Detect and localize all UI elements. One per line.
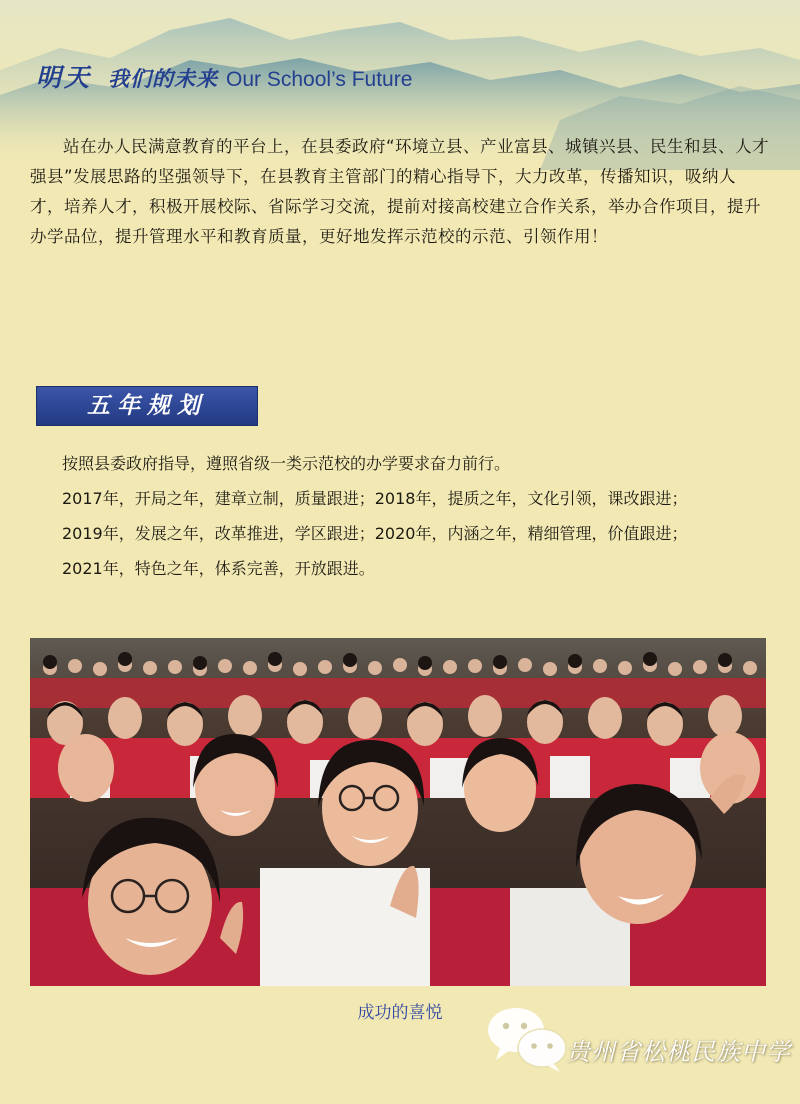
- section-title: 五年规划: [87, 392, 207, 419]
- school-name-watermark: 贵州省松桃民族中学: [566, 1038, 791, 1066]
- intro-paragraph: 站在办人民满意教育的平台上，在县委政府“环境立县、产业富县、城镇兴县、民生和县、人才强县”发展思路的坚强领导下，在县教育主管部门的精心指导下，大力改革，传播知识，吸纳人才，培养人才，积极开展校际、省际学习交流，提前对接高校建立合作关系，举办合作项目，提升办学品位，提升管理水平和教育质量，更好地发挥示范校的示范、引领作用！: [30, 137, 770, 246]
- plan-body: [62, 446, 780, 586]
- plan-line: 2019年，发展之年，改革推进，学区跟进；2020年，内涵之年，精细管理，价值跟进；: [62, 524, 688, 543]
- page-title: [36, 58, 412, 94]
- title-cn-primary: 明天: [36, 63, 93, 92]
- photo-caption: 成功的喜悦: [357, 1003, 443, 1023]
- plan-line: 按照县委政府指导，遵照省级一类示范校的办学要求奋力前行。: [62, 454, 511, 473]
- plan-line: 2017年，开局之年，建章立制，质量跟进；2018年，提质之年，文化引领，课改跟进；: [62, 489, 688, 508]
- crowd-photo-illustration: [30, 638, 766, 986]
- title-en: Our School’s Future: [226, 68, 413, 91]
- title-cn-secondary: 我们的未来: [108, 66, 219, 91]
- section-banner: [36, 386, 258, 426]
- wechat-icon: [486, 1004, 570, 1074]
- plan-line: 2021年，特色之年，体系完善，开放跟进。: [62, 559, 375, 578]
- crowd-photo: [30, 638, 766, 986]
